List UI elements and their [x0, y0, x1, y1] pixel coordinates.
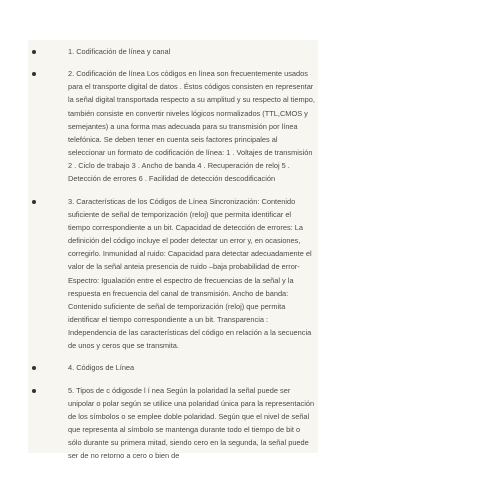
- bullet-list: [28, 40, 318, 463]
- bullet-text: 5. Tipos de c ódigosde l í nea Según la polaridad la señal puede ser unipolar o polar según se utilice una polaridad única para la representación de los símbolos o se emplee doble polaridad. Según que el nivel de señal que representa al símbolo se mantenga durante todo el tiempo de bit o sólo durante su primera mitad, siendo cero en la segunda, la señal puede ser de no retorno a cero o bien de: [68, 385, 315, 461]
- list-item: [28, 67, 318, 185]
- bullet-text: 4. Códigos de Línea: [68, 363, 135, 373]
- bullet-icon: [32, 72, 36, 76]
- list-item: [28, 45, 318, 58]
- list-item: [28, 195, 318, 353]
- bullet-text: 2. Codificación de línea Los códigos en línea son frecuentemente usados para el transporte digital de datos . Éstos códigos consisten en representar la señal digital transportada respecto a su amplitud y su respecto al tiempo, también consiste en convertir niveles lógicos normalizados (TTL,CMOS y semejantes) a una forma mas adecuada para su transmisión por línea telefónica. Se deben tener en cuenta seis factores principales al seleccionar un formato de codificación de línea: 1 . Voltajes de transmisión 2 . Ciclo de trabajo 3 . Ancho de banda 4 . Recuperación de reloj 5 . Detección de errores 6 . Facilidad de detección descodificación: [68, 69, 315, 184]
- document-page: [28, 40, 318, 461]
- list-item: [28, 361, 318, 374]
- bullet-text: 3. Características de los Códigos de Línea Sincronización: Contenido suficiente de señal de temporización (reloj) que permita identificar el tiempo correspondiente a un bit. Capacidad de detección de errores: La definición del código incluye el poder detectar un error y, en ocasiones, corregirlo. Inmunidad al ruido: Capacidad para detectar adecuadamente el valor de la señal anteia presencia de ruido –baja probabilidad de error- Espectro: Igualación entre el espectro de frecuencias de la señal y la respuesta en frecuencia del canal de transmisión. Ancho de banda: Contenido suficiente de señal de temporización (reloj) que permita identificar el tiempo correspondiente a un bit. Transparencia : Independencia de las características del código en relación a la secuencia de unos y ceros que se transmita.: [68, 196, 312, 351]
- list-item: [28, 384, 318, 463]
- bullet-icon: [32, 366, 36, 370]
- bullet-icon: [32, 389, 36, 393]
- bullet-icon: [32, 50, 36, 54]
- bullet-icon: [32, 200, 36, 204]
- bullet-text: 1. Codificación de línea y canal: [68, 47, 171, 56]
